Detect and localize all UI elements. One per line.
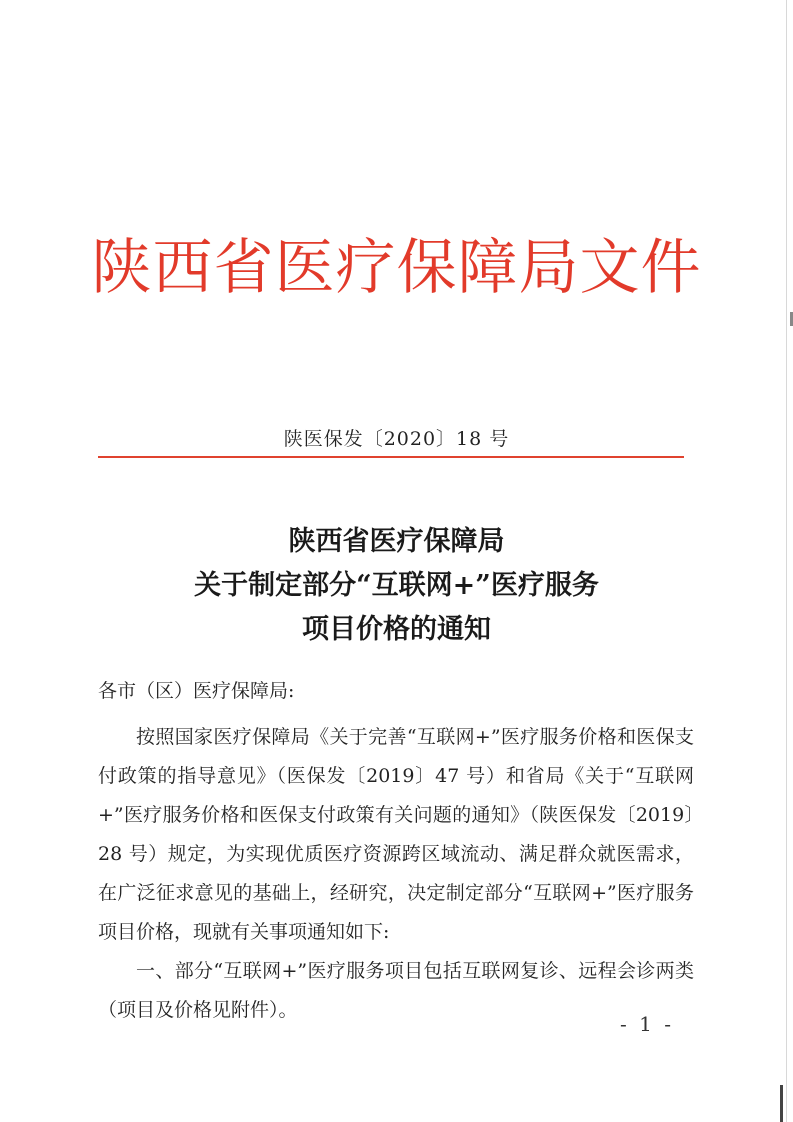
body-paragraph: 一、部分“互联网+”医疗服务项目包括互联网复诊、远程会诊两类（项目及价格见附件）。 bbox=[98, 960, 694, 1021]
document-number: 陕医保发〔2020〕18 号 bbox=[283, 428, 510, 450]
document-header-title: 陕西省医疗保障局文件 bbox=[91, 233, 702, 303]
notice-title-line: 关于制定部分“互联网+”医疗服务 bbox=[194, 570, 599, 601]
notice-title-line: 陕西省医疗保障局 bbox=[288, 526, 505, 557]
scan-edge-mark bbox=[780, 1085, 783, 1122]
body-paragraph: 按照国家医疗保障局《关于完善“互联网+”医疗服务价格和医保支付政策的指导意见》（医保发〔2019〕47 号）和省局《关于“互联网+”医疗服务价格和医保支付政策有关问题的通知》（陕医保发〔2019〕28 号）规定，为实现优质医疗资源跨区域流动、满足群众就医需求，在广泛征求意见的基础上，经研究，决定制定部分“互联网+”医疗服务项目价格，现就有关事项通知如下: bbox=[98, 726, 694, 943]
notice-title bbox=[0, 520, 793, 652]
notice-body bbox=[98, 718, 694, 1030]
header-divider-line bbox=[98, 456, 684, 458]
page-number: - 1 - bbox=[620, 1012, 674, 1036]
salutation: 各市（区）医疗保障局: bbox=[98, 680, 295, 702]
notice-title-line: 项目价格的通知 bbox=[302, 614, 491, 645]
